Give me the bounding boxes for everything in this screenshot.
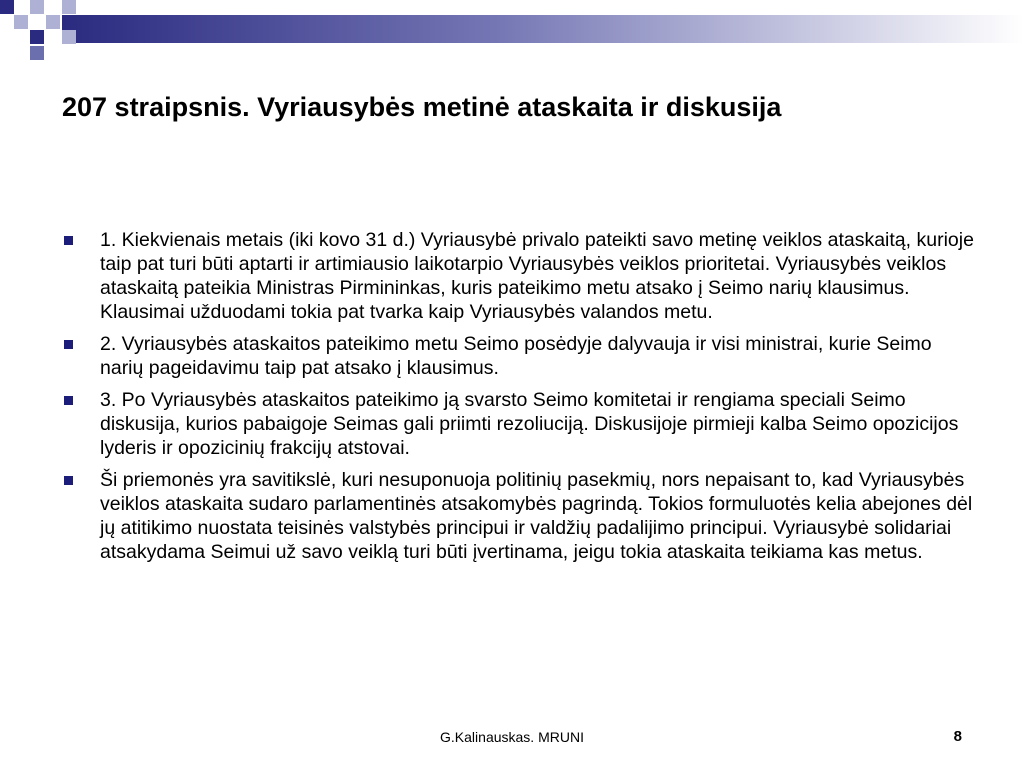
bullet-text: 2. Vyriausybės ataskaitos pateikimo metu Seimo posėdyje dalyvauja ir visi ministrai, kurie Seimo narių pageidavimu taip pat atsako į klausimus. bbox=[100, 333, 932, 379]
bullet-text: 3. Po Vyriausybės ataskaitos pateikimo ją svarsto Seimo komitetai ir rengiama speciali Seimo diskusija, kurios pabaigoje Seimas gali priimti rezoliuciją. Diskusijoje pirmieji kalba Seimo opozicijos lyderis ir opozicinių frakcijų atstovai. bbox=[100, 389, 959, 459]
decor-square bbox=[30, 46, 44, 60]
bullet-item bbox=[60, 228, 980, 324]
square-bullet-icon bbox=[64, 236, 73, 245]
decor-square bbox=[14, 15, 28, 29]
footer-author: G.Kalinauskas. MRUNI bbox=[440, 729, 584, 745]
header-gradient-bar bbox=[62, 15, 1024, 43]
bullet-list bbox=[60, 228, 980, 572]
square-bullet-icon bbox=[64, 340, 73, 349]
decor-square bbox=[62, 30, 76, 44]
square-bullet-icon bbox=[64, 396, 73, 405]
decor-square bbox=[62, 0, 76, 14]
slide-title: 207 straipsnis. Vyriausybės metinė ataskaita ir diskusija bbox=[62, 92, 782, 122]
decor-square bbox=[46, 15, 60, 29]
decor-square bbox=[30, 30, 44, 44]
bullet-item bbox=[60, 388, 980, 460]
bullet-item bbox=[60, 468, 980, 564]
square-bullet-icon bbox=[64, 476, 73, 485]
decor-square bbox=[0, 0, 14, 14]
page-number: 8 bbox=[953, 728, 962, 745]
bullet-item bbox=[60, 332, 980, 380]
decor-square bbox=[30, 0, 44, 14]
header-decoration bbox=[0, 0, 1024, 80]
bullet-text: Ši priemonės yra savitikslė, kuri nesuponuoja politinių pasekmių, nors nepaisant to, kad Vyriausybės veiklos ataskaita sudaro parlamentinės atsakomybės pagrindą. Tokios formuluotės kelia abejones dėl jų atitikimo nuostata teisinės valstybės principui ir valdžių padalijimo principui. Vyriausybė solidariai atsakydama Seimui už savo veiklą turi būti įvertinama, jeigu tokia ataskaita teikiama kas metus. bbox=[100, 469, 973, 563]
bullet-text: 1. Kiekvienais metais (iki kovo 31 d.) Vyriausybė privalo pateikti savo metinę veiklos ataskaitą, kurioje taip pat turi būti aptarti ir artimiausio laikotarpio Vyriausybės veiklos prioritetai. Vyriausybės veiklos ataskaitą pateikia Ministras Pirmininkas, kuris pateikimo metu atsako į Seimo narių klausimus. Klausimai užduodami tokia pat tvarka kaip Vyriausybės valandos metu. bbox=[100, 229, 974, 323]
